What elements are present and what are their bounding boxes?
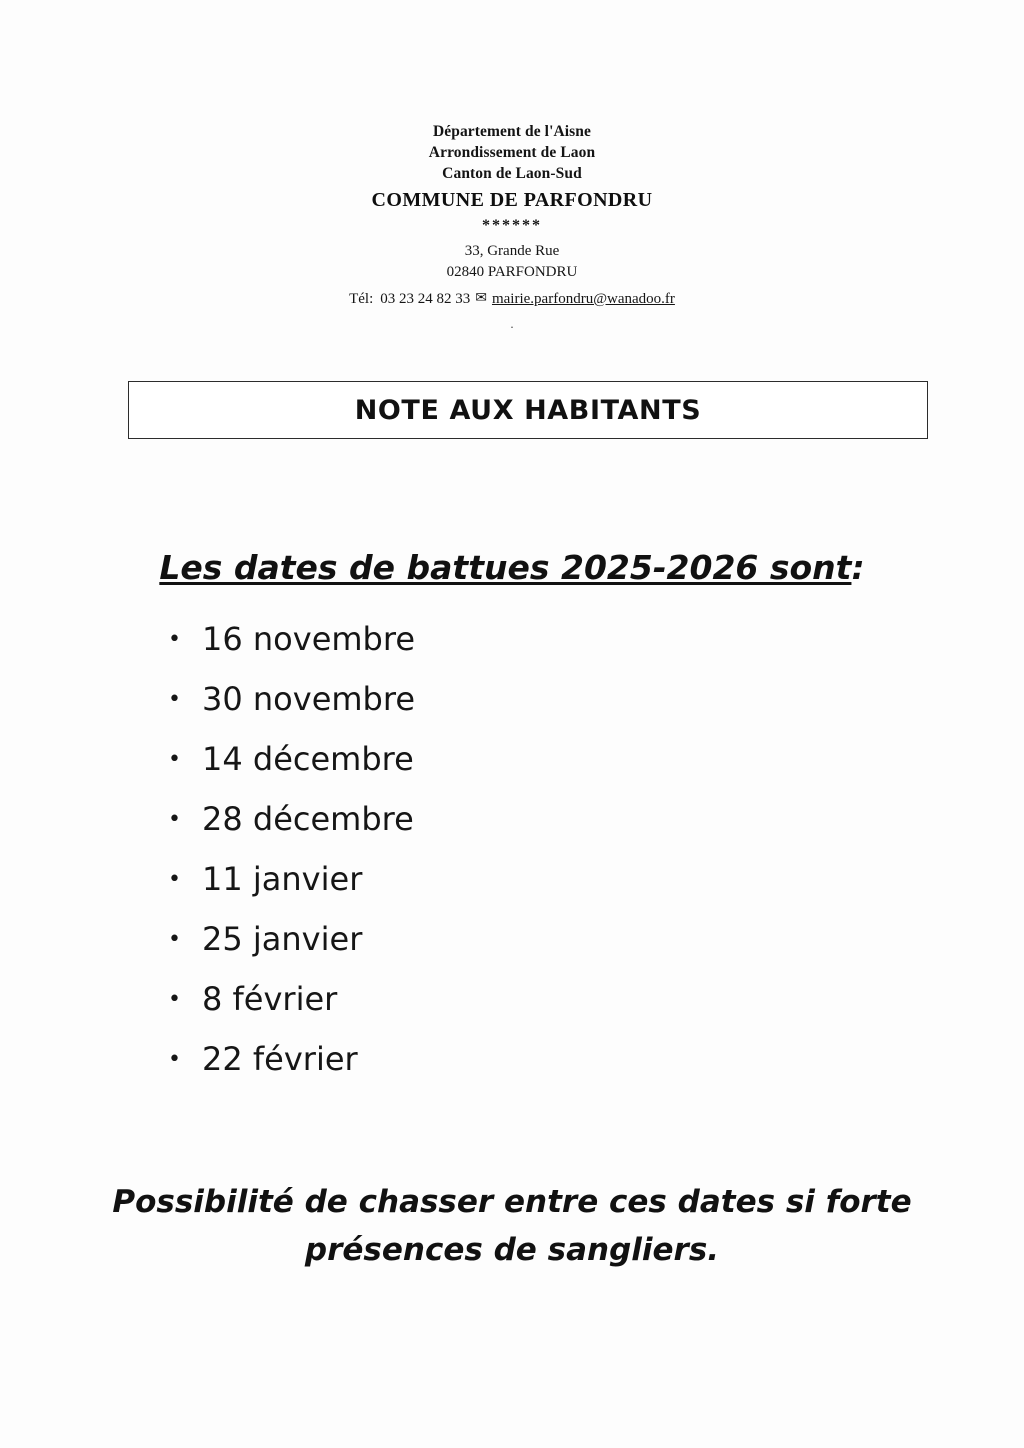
- date-label: 11 janvier: [202, 860, 363, 898]
- scan-artifact-dot: .: [510, 316, 514, 332]
- telephone-label: Tél:: [349, 290, 374, 307]
- battue-dates-list: [168, 620, 415, 1100]
- list-item: [168, 980, 415, 1040]
- bullet-icon: •: [168, 867, 181, 892]
- list-item: [168, 740, 415, 800]
- date-label: 25 janvier: [202, 920, 363, 958]
- date-label: 28 décembre: [202, 800, 414, 838]
- date-label: 14 décembre: [202, 740, 414, 778]
- main-heading-text: Les dates de battues 2025-2026 sont: [159, 548, 852, 587]
- letterhead-star-divider: ******: [482, 216, 542, 234]
- letterhead-canton: Canton de Laon-Sud: [442, 164, 582, 182]
- bullet-icon: •: [168, 807, 181, 832]
- date-label: 22 février: [202, 1040, 358, 1078]
- date-label: 30 novembre: [202, 680, 415, 718]
- list-item: [168, 1040, 415, 1100]
- list-item: [168, 620, 415, 680]
- letterhead-commune: COMMUNE DE PARFONDRU: [371, 188, 653, 211]
- letterhead-department: Département de l'Aisne: [432, 123, 592, 140]
- list-item: [168, 860, 415, 920]
- bullet-icon: •: [168, 927, 181, 952]
- telephone-number: 03 23 24 82 33: [380, 290, 471, 307]
- bullet-icon: •: [168, 987, 181, 1012]
- footer-note-line-2: présences de sangliers.: [304, 1232, 720, 1269]
- letterhead-city: 02840 PARFONDRU: [446, 263, 578, 280]
- bullet-icon: •: [168, 687, 181, 712]
- letterhead-arrondissement: Arrondissement de Laon: [428, 143, 596, 161]
- list-item: [168, 800, 415, 860]
- letterhead: [0, 122, 1024, 332]
- envelope-icon: ✉: [475, 290, 487, 306]
- main-heading-colon: :: [851, 548, 865, 587]
- list-item: [168, 920, 415, 980]
- list-item: [168, 680, 415, 740]
- bullet-icon: •: [168, 627, 181, 652]
- date-label: 8 février: [202, 980, 338, 1018]
- note-title-box: [128, 381, 928, 439]
- date-label: 16 novembre: [202, 620, 415, 658]
- main-heading: [0, 548, 1024, 587]
- letterhead-street: 33, Grande Rue: [464, 243, 560, 260]
- page-title: NOTE AUX HABITANTS: [354, 394, 702, 426]
- bullet-icon: •: [168, 1047, 181, 1072]
- letterhead-contact: [0, 289, 1024, 309]
- email-link[interactable]: mairie.parfondru@wanadoo.fr: [491, 290, 675, 307]
- footer-note-line-1: Possibilité de chasser entre ces dates si forte: [112, 1184, 912, 1220]
- bullet-icon: •: [168, 747, 181, 772]
- footer-note: [80, 1178, 944, 1274]
